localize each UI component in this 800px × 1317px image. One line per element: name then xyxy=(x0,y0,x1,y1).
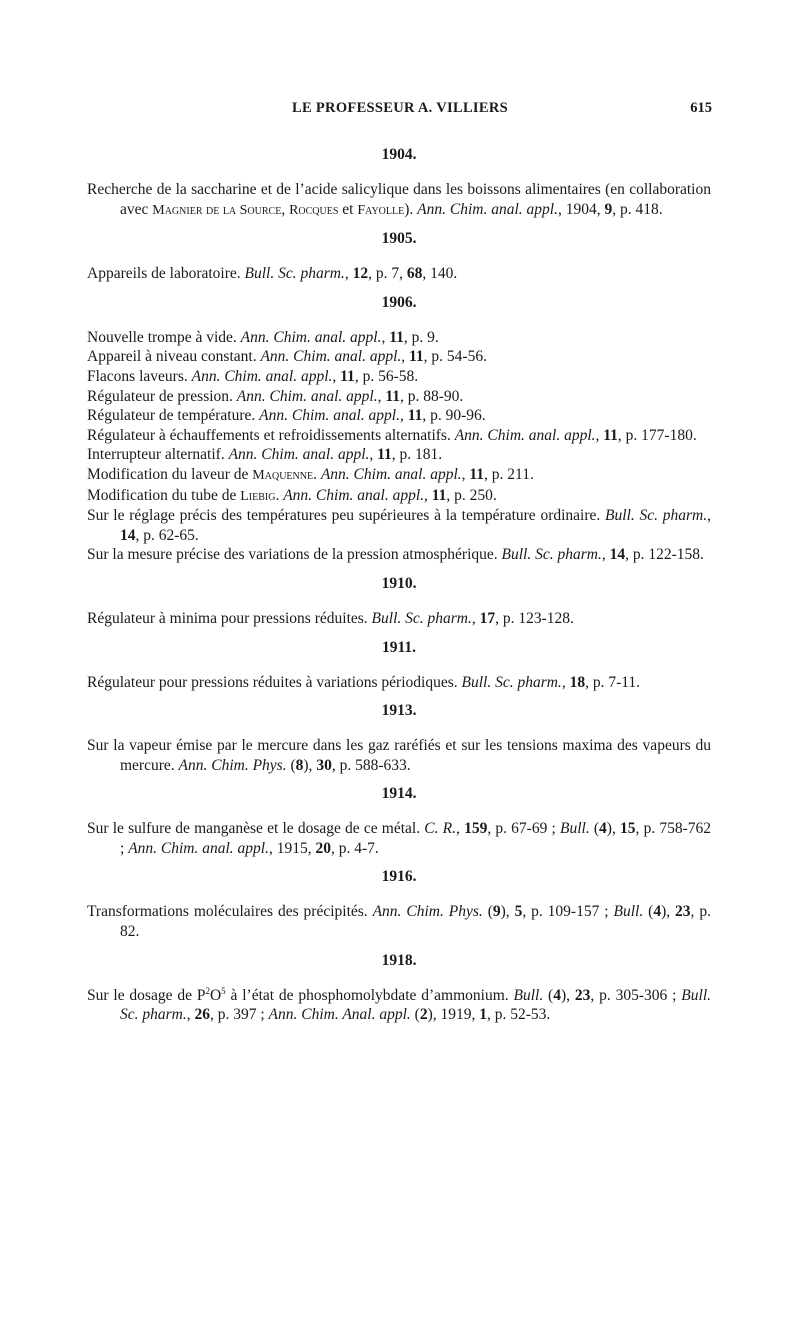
bibliography-entry: Nouvelle trompe à vide. Ann. Chim. anal. appl., 11, p. 9. xyxy=(87,328,439,346)
bibliography-entry: Régulateur pour pressions réduites à variations périodiques. Bull. Sc. pharm., 18, p. 7-11. xyxy=(87,673,641,691)
bibliography-entry: Sur le dosage de $P^2O^5$ à l’état de phosphomolybdate d’ammonium. Bull. (4), 23, p. 305-306 ; Bull. Sc. pharm., 26, p. 397 ; Ann. Chim. Anal. appl. (2), 1919, 1, p. 52-53. xyxy=(87,985,712,1024)
running-title: LE PROFESSEUR A. VILLIERS xyxy=(292,100,508,116)
year-heading: 1918. xyxy=(381,951,417,969)
page-header xyxy=(0,100,800,122)
bibliography-entry: Flacons laveurs. Ann. Chim. anal. appl., 11, p. 56-58. xyxy=(87,367,419,385)
bibliography-entry: Régulateur à minima pour pressions réduites. Bull. Sc. pharm., 17, p. 123-128. xyxy=(87,609,574,627)
bibliography-entry: Appareil à niveau constant. Ann. Chim. anal. appl., 11, p. 54-56. xyxy=(87,348,487,366)
bibliography-entry: Modification du laveur de Maquenne. Ann. Chim. anal. appl., 11, p. 211. xyxy=(87,465,534,483)
year-heading: 1916. xyxy=(381,868,417,886)
bibliography-entry: Sur la vapeur émise par le mercure dans les gaz raréfiés et sur les tensions maxima des vapeurs du mercure. Ann. Chim. Phys. (8), 30, p. 588-633. xyxy=(87,737,711,774)
year-heading: 1910. xyxy=(381,574,417,592)
year-heading: 1914. xyxy=(381,785,417,803)
bibliography-entry: Recherche de la saccharine et de l’acide salicylique dans les boissons alimentaires (en collaboration avec Magnier de la Source, Rocques et Fayolle). Ann. Chim. anal. appl., 1904, 9, p. 418. xyxy=(87,181,711,218)
year-heading: 1905. xyxy=(381,230,417,248)
bibliography-entry: Sur la mesure précise des variations de la pression atmosphérique. Bull. Sc. pharm., 14, p. 122-158. xyxy=(87,546,704,564)
bibliography-entry: Sur le sulfure de manganèse et le dosage de ce métal. C. R., 159, p. 67-69 ; Bull. (4), 15, p. 758-762 ; Ann. Chim. anal. appl., 1915, 20, p. 4-7. xyxy=(87,820,712,857)
bibliography-entry: Transformations moléculaires des précipités. Ann. Chim. Phys. (9), 5, p. 109-157 ; Bull. (4), 23, p. 82. xyxy=(87,903,711,941)
page-number: 615 xyxy=(690,100,712,116)
bibliography-entry: Interrupteur alternatif. Ann. Chim. anal. appl., 11, p. 181. xyxy=(87,446,443,464)
bibliography-list xyxy=(87,146,711,1025)
year-heading: 1904. xyxy=(381,146,417,163)
bibliography-entry: Régulateur de pression. Ann. Chim. anal. appl., 11, p. 88-90. xyxy=(87,387,464,405)
bibliography-entry: Modification du tube de Liebig. Ann. Chim. anal. appl., 11, p. 250. xyxy=(87,486,497,504)
bibliography-entry: Appareils de laboratoire. Bull. Sc. pharm., 12, p. 7, 68, 140. xyxy=(87,265,458,283)
bibliography-entry: Sur le réglage précis des températures peu supérieures à la température ordinaire. Bull. Sc. pharm., 14, p. 62-65. xyxy=(87,507,712,544)
bibliography-entry: Régulateur à échauffements et refroidissements alternatifs. Ann. Chim. anal. appl., 11, p. 177-180. xyxy=(87,426,697,444)
year-heading: 1906. xyxy=(381,293,417,311)
bibliography-entry: Régulateur de température. Ann. Chim. anal. appl., 11, p. 90-96. xyxy=(87,407,486,425)
year-heading: 1911. xyxy=(381,638,417,656)
year-heading: 1913. xyxy=(381,702,417,720)
